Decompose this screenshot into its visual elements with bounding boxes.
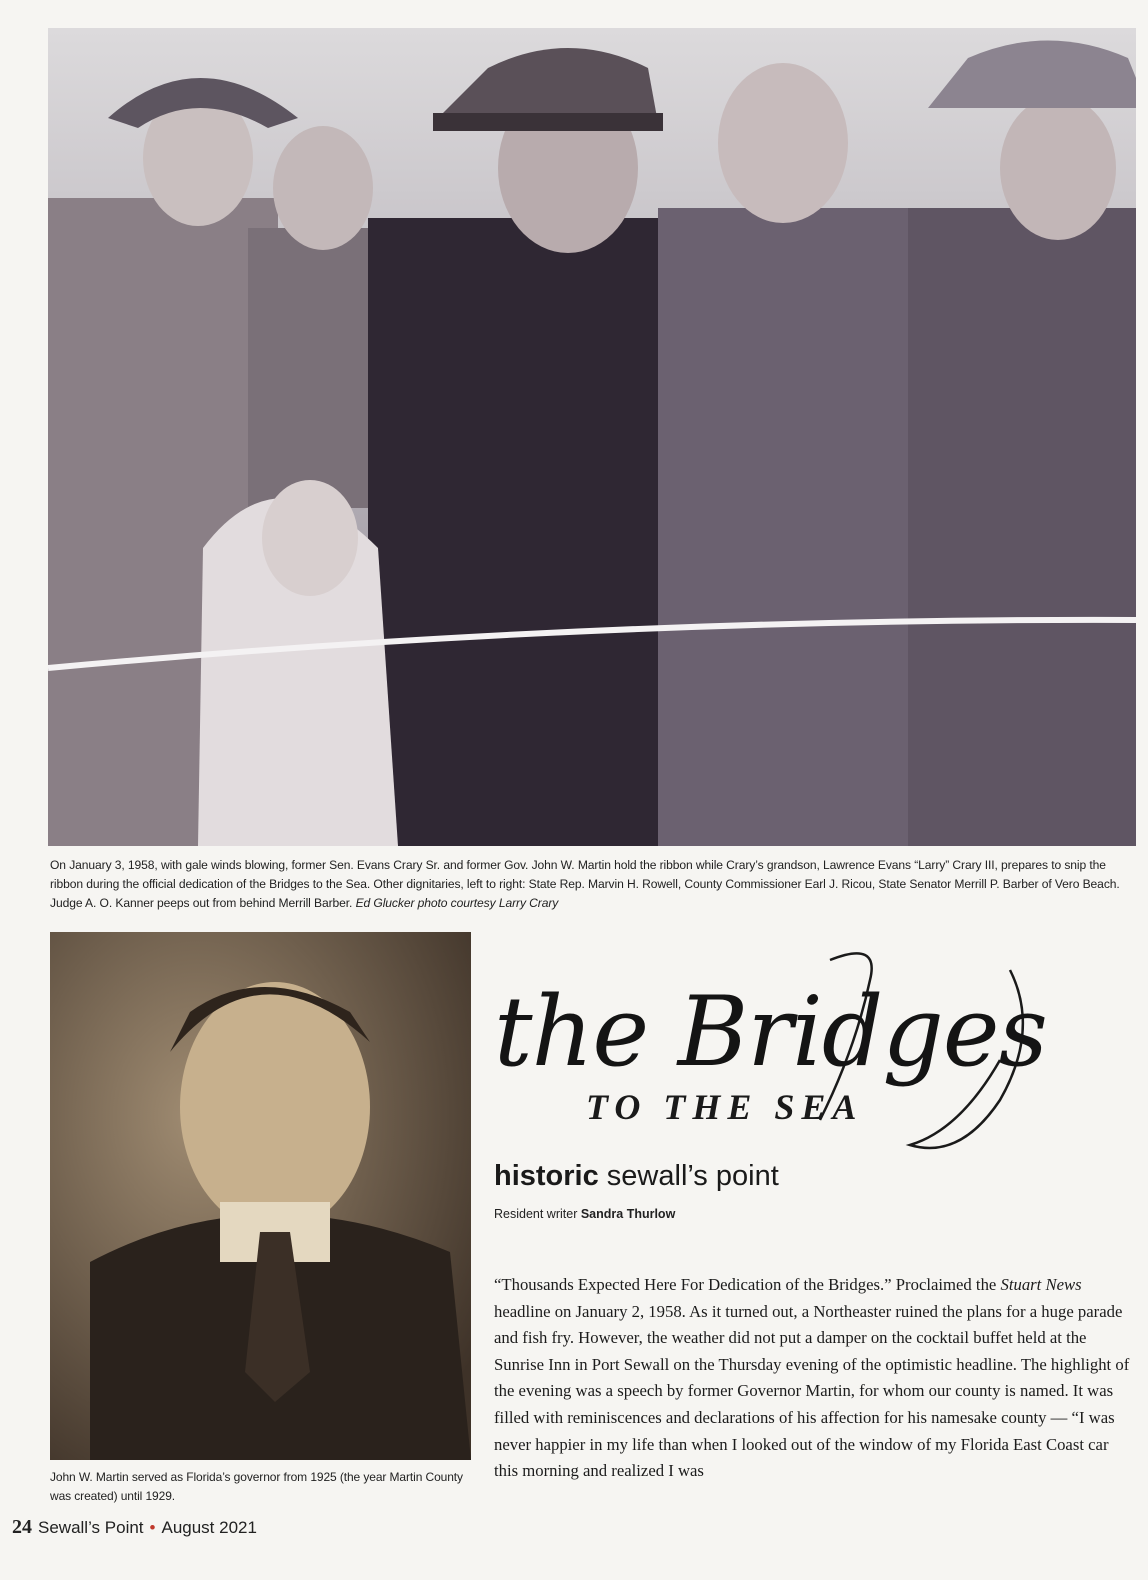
byline-author: Sandra Thurlow — [580, 1207, 676, 1221]
top-photo-caption — [50, 856, 1138, 913]
caption-text: On January 3, 1958, with gale winds blowing, former Sen. Evans Crary Sr. and former Gov. John W. Martin hold the ribbon while Crary’s grandson, Lawrence Evans “Larry” Crary III, prepares to snip the ribbon during the official dedication of the Bridges to the Sea. Other dignitaries, left to right: State Rep. Marvin H. Rowell, County Commissioner Earl J. Ricou, State Senator Merrill P. Barber of Vero Beach. Judge A. O. Kanner peeps out from behind Merrill Barber. — [50, 858, 1120, 910]
page-footer — [12, 1516, 257, 1539]
article-publication: Stuart News — [1000, 1275, 1082, 1294]
section-heading-rest: sewall’s point — [598, 1160, 779, 1192]
byline — [494, 1207, 675, 1221]
footer-date: August 2021 — [161, 1518, 257, 1537]
section-heading — [494, 1160, 779, 1193]
governor-portrait — [50, 932, 471, 1460]
section-heading-bold: historic — [494, 1160, 599, 1192]
article-body — [494, 1272, 1134, 1485]
photo-credit: Ed Glucker photo courtesy Larry Crary — [355, 896, 559, 910]
footer-publication: Sewall’s Point — [38, 1518, 144, 1537]
article-part-2: headline on January 2, 1958. As it turned out, a Northeaster ruined the plans for a huge parade and fish fry. However, the weather did not put a damper on the cocktail buffet held at the Sunrise Inn in Port Sewall on the Thursday evening of the optimistic headline. The highlight of the evening was a speech by former Governor Martin, for whom our county is named. It was filled with reminiscences and declarations of his affection for his namesake county — “I was never happier in my life than when I looked out of the window of my Florida East Coast car this morning and realized I was — [494, 1301, 1130, 1481]
title-subtitle: TO THE SEA — [586, 1087, 864, 1127]
portrait-caption: John W. Martin served as Florida’s governor from 1925 (the year Martin County was created) until 1929. — [50, 1470, 463, 1503]
article-part-1: “Thousands Expected Here For Dedication of the Bridges.” Proclaimed the — [494, 1275, 1001, 1294]
byline-prefix: Resident writer — [494, 1207, 581, 1221]
ribbon-cutting-photo — [48, 28, 1136, 846]
page-number: 24 — [12, 1516, 32, 1538]
title-script: the Bridges — [494, 976, 1047, 1088]
footer-separator: • — [149, 1518, 156, 1537]
